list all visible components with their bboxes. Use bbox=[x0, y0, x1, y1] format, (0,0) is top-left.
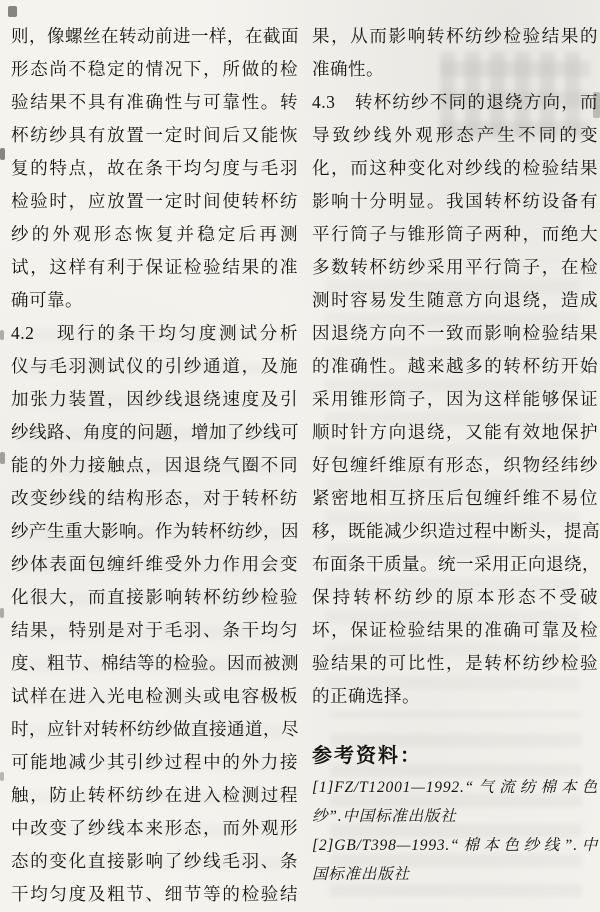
text-line: 布面条干质量。统一采用正向退绕， bbox=[312, 554, 600, 574]
text-line: 中改变了纱线本来形态，而外观形 bbox=[11, 818, 298, 838]
text-line: 多数转杯纺纱采用平行筒子，在检 bbox=[312, 257, 598, 277]
scan-artifact bbox=[8, 6, 17, 17]
text-line: 加张力装置，因纱线退绕速度及引 bbox=[11, 389, 298, 409]
text-line: 4.3 转杯纺纱不同的退绕方向，而 bbox=[312, 92, 598, 112]
scan-artifact bbox=[0, 148, 5, 160]
text-line: 的正确选择。 bbox=[312, 686, 420, 706]
text-line: 坏，保证检验结果的准确可靠及检 bbox=[312, 620, 598, 640]
text-line: [2]GB/T398—1993.“棉本色纱线”.中 bbox=[312, 837, 598, 854]
text-line: 因退绕方向不一致而影响检验结果 bbox=[312, 323, 598, 343]
text-line: 化很大，而直接影响转杯纺纱检验 bbox=[11, 587, 298, 607]
text-line: 影响十分明显。我国转杯纺设备有 bbox=[312, 191, 598, 211]
text-line: 国标准出版社 bbox=[312, 866, 410, 883]
text-line: 准确性。 bbox=[312, 59, 384, 79]
text-line: 干均匀度及粗节、细节等的检验结 bbox=[11, 884, 298, 904]
text-line: 则，像螺丝在转动前进一样，在截面 bbox=[11, 26, 299, 46]
paragraph-continuation bbox=[11, 20, 298, 317]
text-line: 结果，特别是对于毛羽、条干均匀 bbox=[11, 620, 298, 640]
text-line: 移，既能减少织造过程中断头，提高 bbox=[312, 521, 600, 541]
text-line: 确可靠。 bbox=[11, 290, 83, 310]
text-line: 好包缠纤维原有形态，织物经纬纱 bbox=[312, 455, 598, 475]
text-line: 仪与毛羽测试仪的引纱通道，及施 bbox=[11, 356, 298, 376]
text-line: 的准确性。越来越多的转杯纺开始 bbox=[312, 356, 598, 376]
text-line: 改变纱线的结构形态，对于转杯纺 bbox=[11, 488, 298, 508]
scan-artifact bbox=[0, 772, 4, 781]
paragraph-section-4-2-end bbox=[312, 20, 598, 86]
text-line: 态的变化直接影响了纱线毛羽、条 bbox=[11, 851, 298, 871]
scan-artifact bbox=[0, 452, 5, 464]
text-line: 保持转杯纺纱的原本形态不受破 bbox=[312, 587, 598, 607]
paragraph-section-4-2 bbox=[11, 317, 298, 911]
text-line: 检验时，应放置一定时间使转杯纺 bbox=[11, 191, 298, 211]
text-line: 4.2 现行的条干均匀度测试分析 bbox=[11, 323, 298, 343]
text-line: 平行筒子与锥形筒子两种，而绝大 bbox=[312, 224, 598, 244]
text-line: [1]FZ/T12001—1992.“气流纺棉本色 bbox=[312, 779, 598, 796]
scan-artifact bbox=[0, 608, 4, 618]
text-line: 试，这样有利于保证检验结果的准 bbox=[11, 257, 298, 277]
text-line: 触，防止转杯纺纱在进入检测过程 bbox=[11, 785, 298, 805]
text-line: 时，应针对转杯纺纱做直接通道，尽 bbox=[11, 719, 299, 739]
text-line: 测时容易发生随意方向退绕，造成 bbox=[312, 290, 598, 310]
text-line: 导致纱线外观形态产生不同的变 bbox=[312, 125, 598, 145]
text-line: 纱”.中国标准出版社 bbox=[312, 808, 457, 825]
text-line: 验结果的可比性，是转杯纺纱检验 bbox=[312, 653, 598, 673]
text-line: 可能地减少其引纱过程中的外力接 bbox=[11, 752, 298, 772]
left-column bbox=[11, 20, 298, 911]
text-line: 试样在进入光电检测头或电容极板 bbox=[11, 686, 298, 706]
text-line: 度、粗节、棉结等的检验。因而被测 bbox=[11, 653, 299, 673]
text-line: 紧密地相互挤压后包缠纤维不易位 bbox=[312, 488, 598, 508]
text-line: 纱体表面包缠纤维受外力作用会变 bbox=[11, 554, 298, 574]
text-line: 纱线路、角度的问题，增加了纱线可 bbox=[11, 422, 299, 442]
paragraph-section-4-3 bbox=[312, 86, 598, 713]
text-line: 采用锥形筒子，因为这样能够保证 bbox=[312, 389, 598, 409]
text-line: 纱的外观形态恢复并稳定后再测 bbox=[11, 224, 298, 244]
text-line: 能的外力接触点，因退绕气圈不同 bbox=[11, 455, 298, 475]
references-list bbox=[312, 773, 598, 889]
text-line: 形态尚不稳定的情况下，所做的检 bbox=[11, 59, 298, 79]
text-line: 验结果不具有准确性与可靠性。转 bbox=[11, 92, 298, 112]
right-column bbox=[312, 20, 598, 889]
text-line: 顺时针方向退绕，又能有效地保护 bbox=[312, 422, 598, 442]
text-line: 化，而这种变化对纱线的检验结果 bbox=[312, 158, 598, 178]
scan-artifact bbox=[0, 330, 4, 340]
references-heading: 参考资料： bbox=[312, 745, 422, 767]
text-line: 果，从而影响转杯纺纱检验结果的 bbox=[312, 26, 598, 46]
text-line: 纱产生重大影响。作为转杯纺纱，因 bbox=[11, 521, 299, 541]
text-line: 杯纺纱具有放置一定时间后又能恢 bbox=[11, 125, 298, 145]
text-line: 复的特点，故在条干均匀度与毛羽 bbox=[11, 158, 298, 178]
